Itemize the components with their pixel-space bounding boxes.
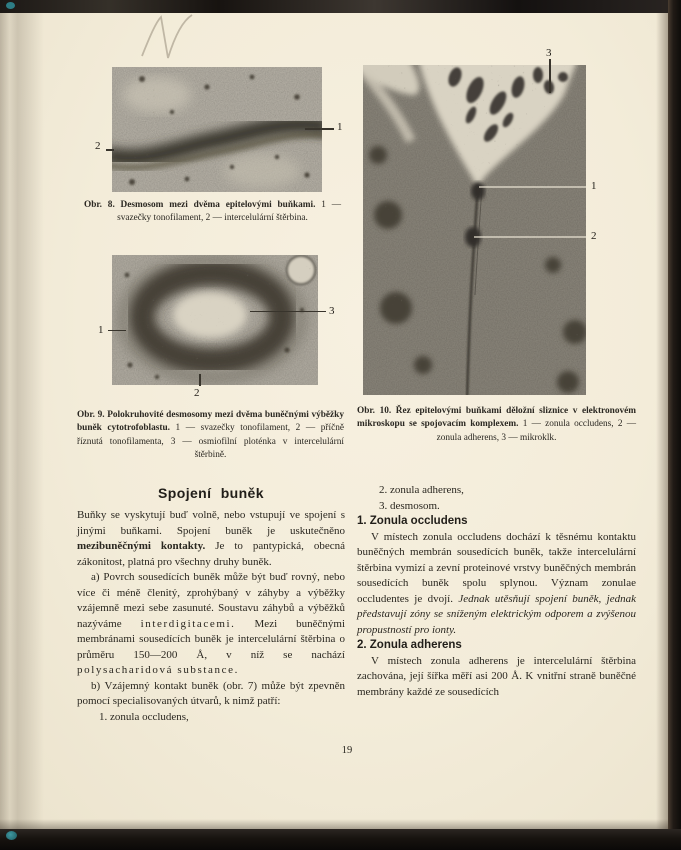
right-paragraph-2: V místech zonula adherens je intercelulární štěrbina zachována, její šířka měří asi 200 Å. K vnitřní straně buněčné membrány každé ze sousedících <box>357 654 636 698</box>
fig9-leader-1 <box>108 330 126 331</box>
teal-mark-bottom <box>6 831 17 840</box>
right-p1-text: V místech zonula occludens dochází k těsnému kontaktu buněčných membrán sousedících buněk, takže intercelulární štěrbina vymizí a zevní proteinové vrstvy buněčných membrán sousedících buněk spolu splynou. Význam zonulae occludentes je dvojí. <box>357 530 636 605</box>
fig10-caption <box>357 405 636 445</box>
fig9-label-2: 2 <box>194 387 200 399</box>
fig10-em-micrograph <box>363 65 586 395</box>
left-paragraph-2 <box>77 570 345 679</box>
right-p1-italic: Jednak utěsňují spojení buněk, jednak představují zóny se sníženým elektrickým odporem a zvýšenou propustností pro ionty. <box>357 592 636 636</box>
fig10-label-3: 3 <box>546 47 552 59</box>
left-p2-spaced-term-1: interdigitacemi. <box>140 617 236 630</box>
fig10-label-2: 2 <box>591 230 597 242</box>
left-p1-bold-term: mezibuněčnými kontakty. <box>77 540 206 552</box>
left-p2-text: a) Povrch sousedících buněk může být buď rovný, nebo více či méně členitý, zprohýbaný v záhyby a výběžky vzájemně mezi sebe zasunuté. Soustavu záhybů a výběžků nazýváme <box>77 571 345 630</box>
fig8-leader-2 <box>106 149 114 151</box>
list-item-2: 2. zonula adherens, <box>379 484 464 496</box>
right-column-text <box>357 483 636 700</box>
right-paragraph-1 <box>357 530 636 639</box>
page-bottom-shade <box>0 819 668 829</box>
fig10-caption-title: Obr. 10. Řez epitelovými buňkami děložní sliznice v elektronovém mikroskopu se spojovacím komplexem. <box>357 406 636 430</box>
fig8-caption-title: Obr. 8. Desmosom mezi dvěma epitelovými buňkami. <box>84 200 316 210</box>
fig8-label-2: 2 <box>95 140 101 152</box>
fig9-em-micrograph <box>112 255 318 385</box>
fig9-label-3: 3 <box>329 305 335 317</box>
fig9-label-1: 1 <box>98 324 104 336</box>
page-number: 19 <box>341 745 353 756</box>
fig10-label-1: 1 <box>591 180 597 192</box>
subheading-zonula-adherens: 2. Zonula adherens <box>357 639 462 651</box>
left-column-text <box>77 508 345 725</box>
fig10-caption-legend: 1 — zonula occludens, 2 — zonula adherens, 3 — mikroklk. <box>436 419 636 443</box>
book-right-edge <box>668 0 681 850</box>
fig9-caption-title: Obr. 9. Polokruhovité desmosomy mezi dvěma buněčnými výběžky buněk cytotrofoblastu. <box>77 410 344 434</box>
fig10-leader-3 <box>549 59 551 93</box>
left-p1-text-2: Je to pantypická, obecná zákonitost, platná pro všechny druhy buněk. <box>77 540 345 568</box>
list-item-3: 3. desmosom. <box>379 499 440 512</box>
fig8-caption <box>84 199 341 226</box>
teal-mark-top <box>6 2 15 9</box>
left-paragraph-3 <box>77 679 345 710</box>
section-heading: Spojení buněk <box>158 485 264 501</box>
fig9-caption <box>77 409 344 463</box>
fig8-em-micrograph <box>112 67 322 192</box>
pencil-mark <box>128 12 218 64</box>
left-p1-text: Buňky se vyskytují buď volně, nebo vstupují ve spojení s jinými buňkami. Spojení buněk je uskutečněno <box>77 509 345 537</box>
fig9-leader-3 <box>250 311 326 312</box>
page-right-shade <box>656 13 668 829</box>
left-p3-text: b) Vzájemný kontakt buněk (obr. 7) může být zpevněn pomocí specialisovaných útvarů, k nimž patří: <box>77 679 345 707</box>
fig8-label-1: 1 <box>337 121 343 133</box>
fig8-caption-legend: 1 — svazečky tonofilament, 2 — intercelulární štěrbina. <box>117 200 342 224</box>
list-item-1: 1. zonula occludens, <box>99 710 189 723</box>
fig8-leader-1 <box>305 128 334 130</box>
fig9-leader-2 <box>199 374 201 386</box>
subheading-zonula-occludens: 1. Zonula occludens <box>357 515 468 527</box>
fig9-caption-legend: 1 — svazečky tonofilament, 2 — příčně říznutá tonofilamenta, 3 — osmiofilní ploténka v intercelulární štěrbině. <box>77 423 344 461</box>
gutter-shadow <box>0 13 44 829</box>
left-p2-spaced-term-2: polysacharidová substance. <box>77 664 239 676</box>
left-p2-text-2: Mezi buněčnými membránami sousedících buněk je intercelulární štěrbina o průměru 150—200 Å, v níž se nachází <box>77 617 345 661</box>
left-paragraph-1 <box>77 508 345 570</box>
book-bottom-edge <box>0 829 681 850</box>
book-top-edge <box>0 0 681 13</box>
